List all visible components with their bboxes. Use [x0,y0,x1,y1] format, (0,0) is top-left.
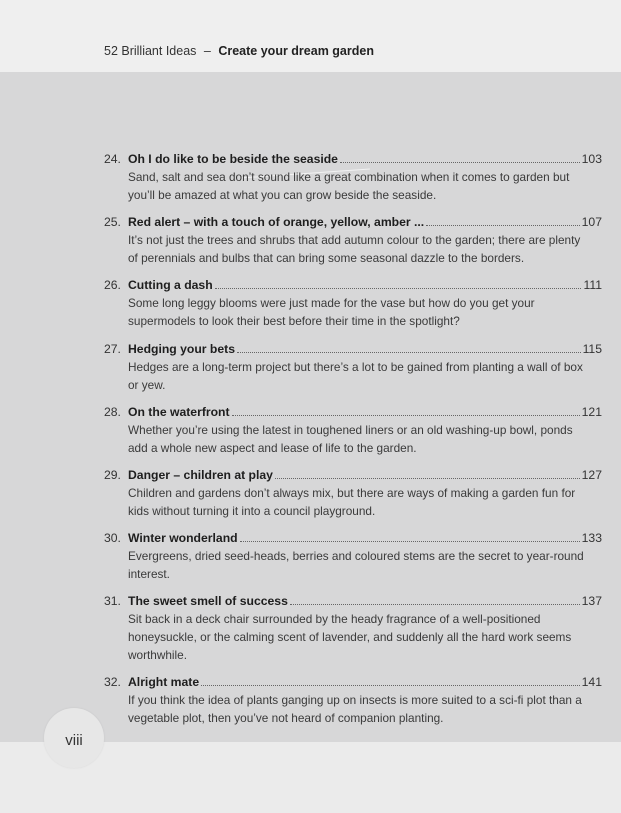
toc-entry-heading [104,529,602,547]
toc-entry [104,592,602,664]
page-number: viii [65,732,83,749]
toc-entry-heading [104,403,602,421]
dot-leader [215,288,582,289]
entry-number: 25. [104,215,121,229]
toc-entry [104,213,602,267]
entry-title: The sweet smell of success [128,594,288,608]
entry-page: 121 [581,405,602,419]
entry-number: 31. [104,594,121,608]
entry-description: Sand, salt and sea don’t sound like a great combination when it comes to garden but you’ll be amazed at what you can grow beside the seaside. [128,170,570,202]
toc-entry [104,529,602,583]
entry-title: Winter wonderland [128,531,238,545]
toc-entry [104,340,602,394]
entry-description: Sit back in a deck chair surrounded by the heady fragrance of a well-positioned honeysuckle, or the calming scent of lavender, and suddenly all the hard work seems worthwhile. [128,612,572,662]
toc-entry-heading [104,276,602,294]
entry-page: 107 [581,215,602,229]
toc-entry-heading [104,466,602,484]
entry-description: Whether you’re using the latest in toughened liners or an old washing-up bowl, ponds add a whole new aspect and lease of life to the garden. [128,423,573,455]
toc-entry [104,466,602,520]
toc-entry [104,150,602,204]
dot-leader [340,162,580,163]
entry-title: Hedging your bets [128,342,235,356]
toc-entry-heading [104,592,602,610]
entry-number: 27. [104,342,121,356]
entry-title: Oh I do like to be beside the seaside [128,152,338,166]
entry-description: Evergreens, dried seed-heads, berries and coloured stems are the secret to year-round interest. [128,549,584,581]
toc-entry-heading [104,673,602,691]
entry-number: 29. [104,468,121,482]
entry-page: 133 [581,531,602,545]
entry-description: Children and gardens don’t always mix, but there are ways of making a garden fun for kids without turning it into a council playground. [128,486,576,518]
dot-leader [240,541,580,542]
entry-title: Alright mate [128,675,200,689]
dot-leader [232,415,580,416]
entry-page: 111 [583,278,602,292]
toc-entry-heading [104,340,602,358]
entry-page: 115 [582,342,602,356]
entry-page: 103 [581,152,602,166]
entry-description: Hedges are a long-term project but there’s a lot to be gained from planting a wall of box or yew. [128,360,583,392]
toc-entry [104,403,602,457]
toc-entry [104,673,602,727]
entry-title: On the waterfront [128,405,230,419]
entry-number: 30. [104,531,121,545]
book-subtitle: Create your dream garden [218,44,374,58]
page-header [0,0,621,72]
entry-title: Cutting a dash [128,278,213,292]
dot-leader [426,225,579,226]
toc-entry-heading [104,213,602,231]
entry-number: 26. [104,278,121,292]
entry-description: If you think the idea of plants ganging up on insects is more suited to a sci-fi plot than a vegetable plot, then you’ve not heard of companion planting. [128,693,582,725]
dot-leader [275,478,580,479]
page-number-tab [44,708,104,768]
entry-description: It’s not just the trees and shrubs that add autumn colour to the garden; there are plenty of perennials and bulbs that can bring some seasonal dazzle to the borders. [128,233,581,265]
entry-number: 32. [104,675,121,689]
dot-leader [201,685,580,686]
entry-page: 141 [581,675,602,689]
toc-entry-heading [104,150,602,168]
book-title: 52 Brilliant Ideas [104,44,197,58]
entry-number: 28. [104,405,121,419]
title-separator: – [203,44,211,58]
toc-entry [104,276,602,330]
entry-title: Danger – children at play [128,468,273,482]
entry-page: 127 [581,468,602,482]
entry-number: 24. [104,152,121,166]
entry-page: 137 [581,594,602,608]
entry-description: Some long leggy blooms were just made for the vase but how do you get your supermodels to look their best before their time in the spotlight? [128,296,535,328]
dot-leader [290,604,580,605]
dot-leader [237,352,581,353]
entry-title: Red alert – with a touch of orange, yellow, amber ... [128,215,425,229]
running-title [104,44,374,58]
